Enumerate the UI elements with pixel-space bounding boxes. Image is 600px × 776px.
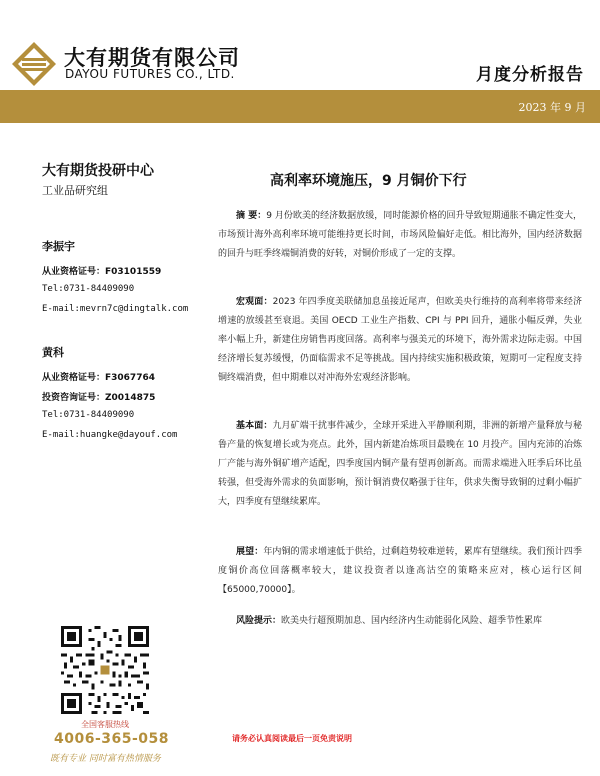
analyst-email[interactable]: E-mail:huangke@dayouf.com xyxy=(42,430,178,440)
analyst-name: 李振宇 xyxy=(42,240,75,253)
risk-paragraph xyxy=(218,612,582,631)
analyst-card xyxy=(42,238,212,324)
research-group-name: 工业品研究组 xyxy=(42,184,108,197)
hotline-number[interactable]: 4006-365-058 xyxy=(54,731,170,747)
analyst-card xyxy=(42,344,212,450)
license-number: 从业资格证号：F03101559 xyxy=(42,267,162,277)
qr-code-icon[interactable] xyxy=(60,626,150,714)
analyst-tel: Tel:0731-84409090 xyxy=(42,284,135,294)
paragraph-text: 2023 年四季度美联储加息虽接近尾声，但欧美央行维持的高利率将带来经济增速的放缓甚至衰退。美国 OECD 工业生产指数、CPI 与 PPI 回升，通胀小幅反弹，失业率小幅上升，新建住房销售再度回落。高利率与强美元的环境下，海外需求边际走弱。中国经济增长复苏缓慢，仍面临需求不足等挑战。国内持续实施积极政策，短期可一定程度支持铜终端消费，但中期难以对冲海外宏观经济影响。 xyxy=(218,297,582,383)
license-number: 从业资格证号：F3067764 xyxy=(42,373,155,383)
paragraph-label: 展望： xyxy=(236,547,264,557)
company-slogan: 既有专业 同时富有热情服务 xyxy=(50,754,161,764)
report-date: 2023 年 9 月 xyxy=(518,101,586,114)
consulting-license-number: 投资咨询证号：Z0014875 xyxy=(42,393,156,403)
fundamentals-paragraph xyxy=(218,417,582,512)
date-bar xyxy=(0,90,600,123)
paragraph-label: 宏观面： xyxy=(236,297,273,307)
research-center-name: 大有期货投研中心 xyxy=(42,163,154,179)
outlook-paragraph xyxy=(218,543,582,600)
paragraph-text: 年内铜的需求增速低于供给，过剩趋势较难逆转，累库有望继续。我们预计四季度铜价高位回落概率较大，建议投资者以逢高沽空的策略来应对，核心运行区间【65000,70000】。 xyxy=(218,547,582,595)
article-title: 高利率环境施压，9 月铜价下行 xyxy=(270,173,467,189)
analyst-name: 黄科 xyxy=(42,346,64,359)
analyst-tel: Tel:0731-84409090 xyxy=(42,410,135,420)
report-type-title: 月度分析报告 xyxy=(476,65,584,85)
macro-paragraph xyxy=(218,293,582,388)
summary-paragraph xyxy=(218,207,582,264)
dayou-logo-icon xyxy=(10,40,58,88)
disclaimer-notice: 请务必认真阅读最后一页免责说明 xyxy=(232,734,352,743)
paragraph-text: 9 月份欧美的经济数据放缓，同时能源价格的回升导致短期通胀不确定性变大，市场预计海外高利率环境可能维持更长时间，市场风险偏好走低。相比海外，国内经济数据的回升与旺季终端铜消费的好转，对铜价形成了一定的支撑。 xyxy=(218,211,583,259)
report-header xyxy=(0,0,600,90)
paragraph-label: 摘 要： xyxy=(236,211,267,221)
paragraph-label: 风险提示： xyxy=(236,616,282,626)
company-name-en: DAYOU FUTURES CO., LTD. xyxy=(65,67,235,81)
hotline-label: 全国客服热线 xyxy=(81,720,129,729)
company-name-cn: 大有期货有限公司 xyxy=(64,46,240,70)
paragraph-text: 九月矿端干扰事件减少，全球开采进入平静顺利期，非洲的新增产量释放与秘鲁产量的恢复增长或为亮点。此外，国内新建冶炼项目最晚在 10 月投产。国内充沛的冶炼厂产能与海外铜矿增产适配，四季度国内铜产量有望再创新高。而需求端进入旺季后环比虽转强，但受海外需求的负面影响，预计铜消费仅略强于往年，供求失衡导致铜的过剩小幅扩大，四季度有望继续累库。 xyxy=(218,421,582,507)
paragraph-label: 基本面： xyxy=(236,421,273,431)
paragraph-text: 欧美央行超预期加息、国内经济内生动能弱化风险、超季节性累库 xyxy=(281,616,543,626)
analyst-email[interactable]: E-mail:mevrn7c@dingtalk.com xyxy=(42,304,189,314)
